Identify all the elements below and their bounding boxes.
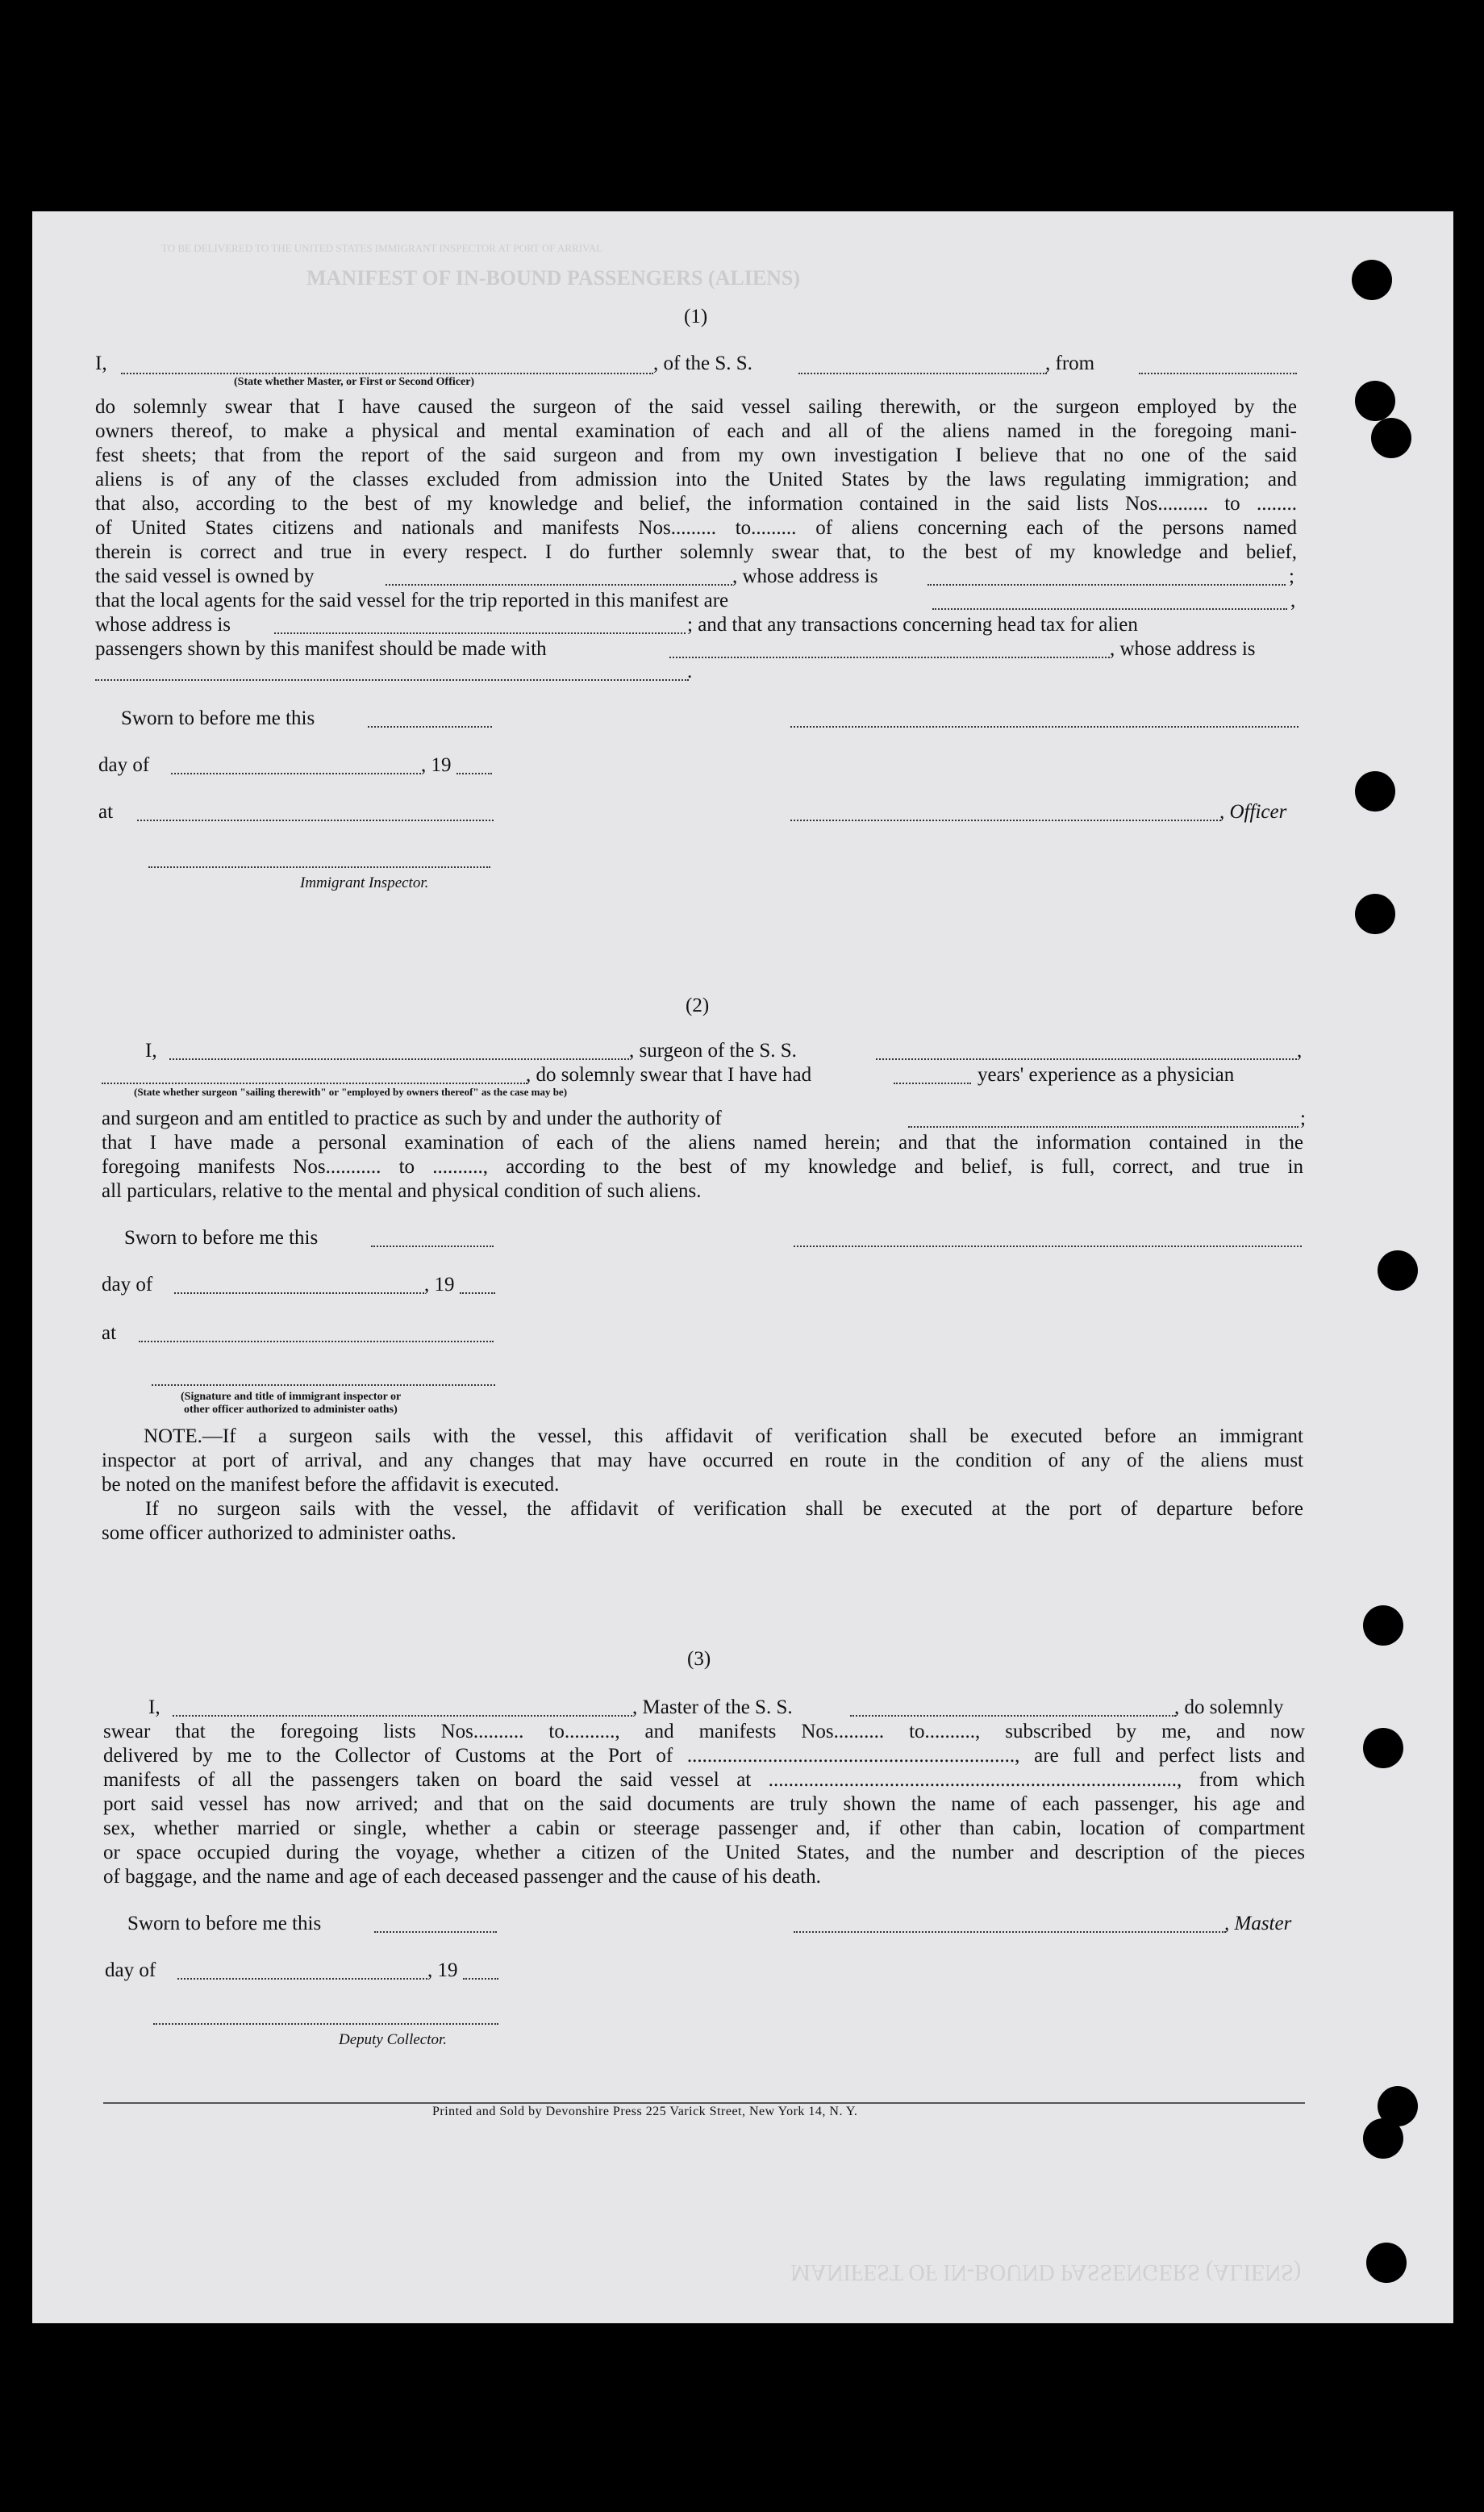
s1-at-field[interactable]: [137, 820, 494, 821]
s2-note2-line: If no surgeon sails with the vessel, the affidavit of verification shall be executed at the port of departure before: [145, 1498, 1303, 1520]
binder-hole: [1378, 1250, 1418, 1291]
s3-day-label: day of: [105, 1959, 156, 1981]
s2-swear-label: , do solemnly swear that I have had: [526, 1064, 812, 1086]
section-1-title: (1): [684, 306, 708, 328]
s1-day-label: day of: [98, 754, 150, 776]
s2-inspector-signature-field[interactable]: [152, 1384, 495, 1386]
s3-para-line: or space occupied during the voyage, whether a citizen of the United States, and the number and description of the pieces: [103, 1842, 1305, 1863]
s1-para-line: owners thereof, to make a physical and mental examination of each and all of the aliens named in the foregoing mani-: [95, 420, 1297, 442]
s3-master-of: , Master of the S. S.: [632, 1696, 793, 1718]
binder-hole: [1352, 260, 1392, 300]
s2-surgeon-signature-field[interactable]: [794, 1246, 1302, 1247]
binder-hole: [1363, 1728, 1403, 1768]
master-name-field[interactable]: [121, 373, 653, 374]
binder-hole: [1355, 771, 1395, 812]
surgeon-status-field[interactable]: [102, 1083, 527, 1084]
s3-deputy-signature-field[interactable]: [153, 2023, 498, 2025]
s3-deputy-label: Deputy Collector.: [339, 2031, 448, 2048]
binder-hole: [1355, 381, 1395, 421]
s2-i-label: I,: [145, 1040, 157, 1062]
s1-para-line: therein is correct and true in every respect. I do further solemnly swear that, to the best of my knowledge and belief,: [95, 541, 1297, 563]
s1-sworn-date-field[interactable]: [368, 726, 492, 728]
head-tax-agent-field[interactable]: [669, 657, 1110, 658]
s1-from: , from: [1045, 353, 1095, 374]
s1-semicolon: ;: [1289, 565, 1294, 587]
faint-header-1: MANIFEST OF IN-BOUND PASSENGERS (ALIENS): [306, 266, 801, 290]
section-3-title: (3): [687, 1648, 711, 1670]
s1-officer-signature-field[interactable]: [790, 726, 1298, 728]
s2-note-last: be noted on the manifest before the affidavit is executed.: [102, 1474, 560, 1496]
s3-master-name-field[interactable]: [173, 1715, 632, 1717]
s1-comma: ,: [1290, 590, 1296, 611]
s2-note2-last: some officer authorized to administer oaths.: [102, 1522, 456, 1544]
s2-vessel-field[interactable]: [876, 1058, 1297, 1060]
s3-para-line: sex, whether married or single, whether a cabin or steerage passenger and, if other than cabin, location of compartment: [103, 1817, 1305, 1839]
s1-officer-label: , Officer: [1219, 801, 1287, 823]
binder-hole: [1355, 894, 1395, 934]
s1-note: (State whether Master, or First or Second Officer): [234, 376, 475, 388]
binder-hole: [1363, 2118, 1403, 2159]
agents-field[interactable]: [932, 608, 1287, 610]
s1-day-field[interactable]: [171, 773, 421, 774]
s2-note: (State whether surgeon "sailing therewith" or "employed by owners thereof" as the case may be): [134, 1086, 568, 1098]
s3-year-field[interactable]: [463, 1978, 498, 1980]
s3-day-field[interactable]: [177, 1978, 427, 1980]
s3-year-label: , 19: [427, 1959, 458, 1981]
s1-sworn-label: Sworn to before me this: [121, 707, 315, 729]
s3-master-signature-field[interactable]: [794, 1931, 1226, 1933]
s1-whose-label: whose address is: [95, 614, 231, 636]
s1-para-line: fest sheets; that from the report of the said surgeon and from my own investigation I believe that no one of the said: [95, 444, 1297, 466]
s2-authority-label: and surgeon and am entitled to practice as such by and under the authority of: [102, 1108, 722, 1129]
s2-note-line: NOTE.—If a surgeon sails with the vessel, this affidavit of verification shall be executed before an immigrant: [144, 1425, 1303, 1447]
vessel-name-field[interactable]: [798, 373, 1047, 374]
head-tax-address-field[interactable]: [95, 679, 689, 681]
s1-passengers-label: passengers shown by this manifest should be made with: [95, 638, 547, 660]
s1-i-label: I,: [95, 353, 107, 374]
s1-para-line: aliens is of any of the classes excluded from admission into the United States by the laws regulating immigration; and: [95, 469, 1297, 490]
s3-sworn-label: Sworn to before me this: [127, 1913, 322, 1934]
s1-para-line: that also, according to the best of my knowledge and belief, the information contained in the said lists Nos.......... to ........: [95, 493, 1297, 515]
footer-rule: [103, 2102, 1305, 2104]
faint-header-2: TO BE DELIVERED TO THE UNITED STATES IMMIGRANT INSPECTOR AT PORT OF ARRIVAL: [161, 242, 603, 254]
authority-field[interactable]: [908, 1126, 1298, 1128]
s1-year-label: , 19: [421, 754, 452, 776]
s2-years-label: years' experience as a physician: [978, 1064, 1235, 1086]
s3-master-label: , Master: [1224, 1913, 1292, 1934]
s3-para-line: delivered by me to the Collector of Customs at the Port of ................................................................., are full and perfect lists and: [103, 1745, 1305, 1767]
bleed-through-text: MANIFEST OF IN-BOUND PASSENGERS (ALIENS): [790, 2260, 1302, 2285]
s1-head-tax: ; and that any transactions concerning head tax for alien: [687, 614, 1138, 636]
s2-surgeon-of: , surgeon of the S. S.: [629, 1040, 797, 1062]
s1-inspector-signature-field[interactable]: [148, 866, 490, 868]
years-experience-field[interactable]: [894, 1083, 971, 1084]
s2-comma: ,: [1297, 1040, 1303, 1062]
s1-officer-field[interactable]: [790, 820, 1221, 821]
s3-sworn-date-field[interactable]: [374, 1931, 497, 1933]
s1-address-label: , whose address is: [1110, 638, 1256, 660]
owner-address-field[interactable]: [928, 584, 1286, 586]
s1-para-line: do solemnly swear that I have caused the surgeon of the said vessel sailing therewith, or the surgeon employed by the: [95, 396, 1297, 418]
s3-do-solemnly: , do solemnly: [1174, 1696, 1284, 1718]
from-port-field[interactable]: [1139, 373, 1297, 374]
s2-para-line: that I have made a personal examination of each of the aliens named herein; and that the information contained in the: [102, 1132, 1303, 1154]
owner-field[interactable]: [386, 584, 732, 586]
s1-at-label: at: [98, 801, 114, 823]
s2-sig-note-2: other officer authorized to administer oaths): [184, 1404, 398, 1416]
surgeon-name-field[interactable]: [169, 1058, 629, 1060]
s2-day-field[interactable]: [174, 1292, 424, 1294]
s2-at-label: at: [102, 1322, 117, 1344]
s1-para-line: of United States citizens and nationals and manifests Nos......... to......... of aliens concerning each of the persons named: [95, 517, 1297, 539]
s3-vessel-field[interactable]: [850, 1715, 1176, 1717]
s2-para-line: foregoing manifests Nos........... to .........., according to the best of my knowledge and belief, is full, correct, and true in: [102, 1156, 1303, 1178]
s2-semicolon: ;: [1300, 1108, 1306, 1129]
s1-of-ss: , of the S. S.: [653, 353, 752, 374]
binder-hole: [1363, 1605, 1403, 1646]
s1-owned-label: the said vessel is owned by: [95, 565, 315, 587]
binder-hole: [1371, 418, 1411, 458]
s2-para-last: all particulars, relative to the mental and physical condition of such aliens.: [102, 1180, 702, 1202]
binder-hole: [1366, 2243, 1407, 2283]
s3-para-line: port said vessel has now arrived; and that on the said documents are truly shown the name of each passenger, his age and: [103, 1793, 1305, 1815]
s1-period: .: [687, 661, 693, 682]
s2-sworn-label: Sworn to before me this: [124, 1227, 319, 1249]
s2-year-field[interactable]: [460, 1292, 495, 1294]
section-2-title: (2): [686, 995, 710, 1016]
s1-owner-address-label: , whose address is: [732, 565, 878, 587]
s3-i-label: I,: [148, 1696, 160, 1718]
s3-para-last: of baggage, and the name and age of each deceased passenger and the cause of his death.: [103, 1866, 821, 1888]
s1-agents-label: that the local agents for the said vessel for the trip reported in this manifest are: [95, 590, 729, 611]
s2-at-field[interactable]: [139, 1341, 494, 1342]
s3-para-line: manifests of all the passengers taken on board the said vessel at ................................................................................., from which: [103, 1769, 1305, 1791]
s3-para-line: swear that the foregoing lists Nos.......... to.........., and manifests Nos.......... to.........., subscribed by me, and now: [103, 1721, 1305, 1742]
s1-inspector-label: Immigrant Inspector.: [300, 874, 429, 891]
s1-year-field[interactable]: [456, 773, 492, 774]
s2-year-label: , 19: [424, 1274, 455, 1296]
s2-sworn-date-field[interactable]: [371, 1246, 494, 1247]
s2-day-label: day of: [102, 1274, 153, 1296]
agents-address-field[interactable]: [274, 632, 686, 634]
s2-sig-note-1: (Signature and title of immigrant inspector or: [181, 1391, 402, 1403]
printer-footer: Printed and Sold by Devonshire Press 225 Varick Street, New York 14, N. Y.: [432, 2105, 858, 2118]
s2-note-line: inspector at port of arrival, and any changes that may have occurred en route in the condition of any of the aliens must: [102, 1450, 1303, 1471]
